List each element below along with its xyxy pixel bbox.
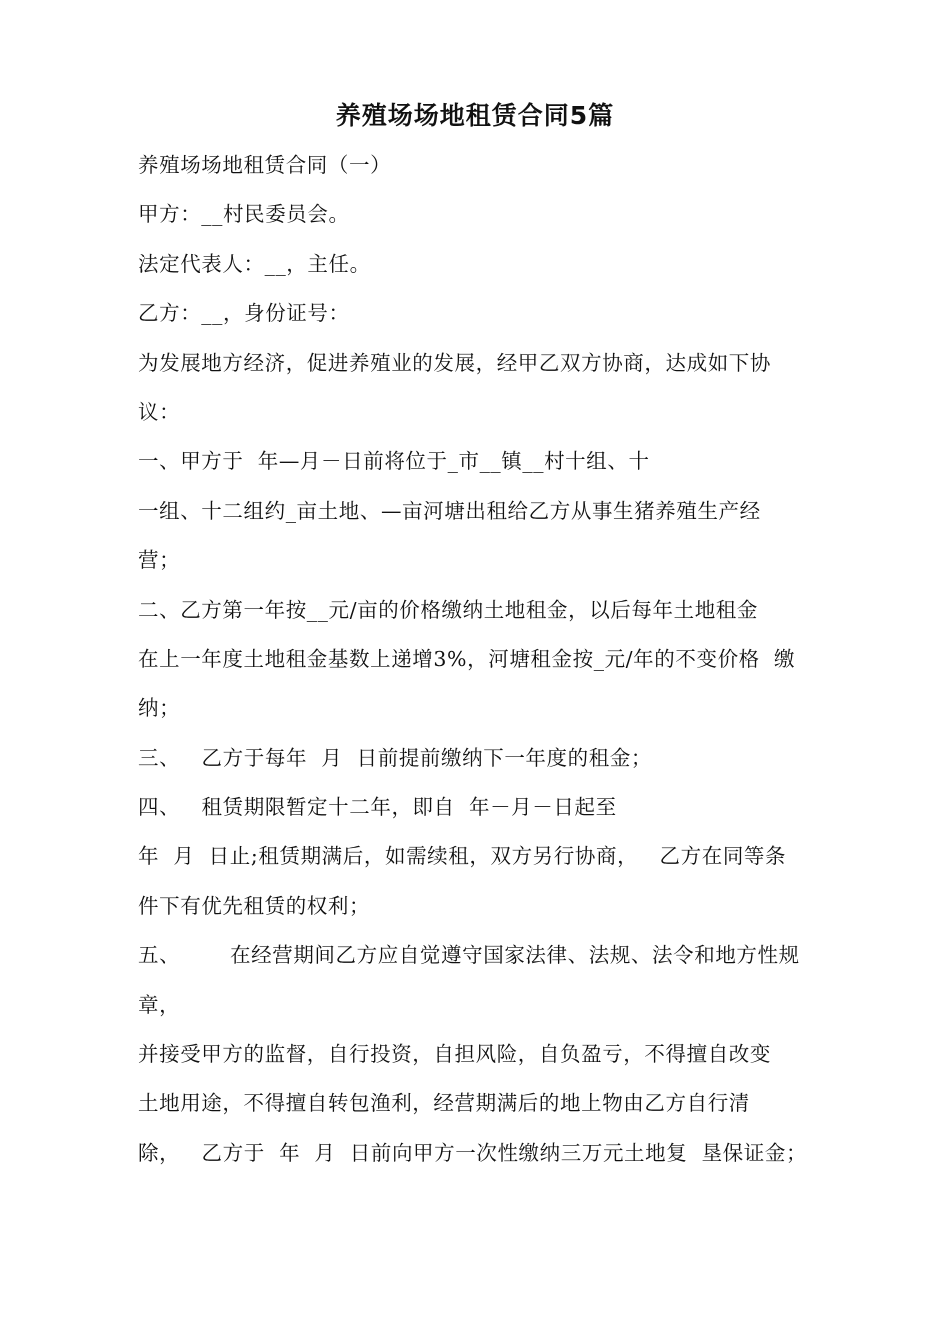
paragraph-line: 年 月 日止;租赁期满后，如需续租，双方另行协商， 乙方在同等条 bbox=[138, 844, 787, 869]
paragraph-line: 为发展地方经济，促进养殖业的发展，经甲乙双方协商，达成如下协 bbox=[138, 350, 771, 375]
paragraph-line: 甲方：__村民委员会。 bbox=[138, 202, 350, 227]
paragraph-line: 乙方：__，身份证号： bbox=[138, 301, 350, 326]
paragraph-line: 纳； bbox=[138, 696, 181, 721]
paragraph-line: 土地用途，不得擅自转包渔利，经营期满后的地上物由乙方自行清 bbox=[138, 1091, 750, 1116]
paragraph-line: 件下有优先租赁的权利； bbox=[138, 893, 371, 918]
document-title: 养殖场场地租赁合同5篇 bbox=[335, 101, 615, 130]
document-body bbox=[138, 141, 838, 1178]
paragraph-line: 三、 乙方于每年 月 日前提前缴纳下一年度的租金； bbox=[138, 745, 653, 770]
paragraph-line: 除， 乙方于 年 月 日前向甲方一次性缴纳三万元土地复 垦保证金； bbox=[138, 1140, 808, 1165]
paragraph-line: 一组、十二组约_亩土地、—亩河塘出租给乙方从事生猪养殖生产经 bbox=[138, 498, 761, 523]
paragraph-line: 在上一年度土地租金基数上递增3%，河塘租金按_元/年的不变价格 缴 bbox=[138, 646, 796, 671]
paragraph-line: 营； bbox=[138, 548, 181, 573]
paragraph-line: 二、乙方第一年按__元/亩的价格缴纳土地租金，以后每年土地租金 bbox=[138, 597, 759, 622]
paragraph-line: 四、 租赁期限暂定十二年，即自 年－月－日起至 bbox=[138, 795, 617, 820]
paragraph-line: 一、甲方于 年—月－日前将位于_市__镇__村十组、十 bbox=[138, 449, 650, 474]
paragraph-line: 并接受甲方的监督，自行投资，自担风险，自负盈亏，不得擅自改变 bbox=[138, 1042, 771, 1067]
paragraph-line: 五、 在经营期间乙方应自觉遵守国家法律、法规、法令和地方性规 bbox=[138, 943, 800, 968]
paragraph-line: 章， bbox=[138, 992, 181, 1017]
paragraph-line: 法定代表人：__，主任。 bbox=[138, 251, 371, 276]
paragraph-line: 养殖场场地租赁合同（一） bbox=[138, 153, 392, 177]
paragraph-line: 议： bbox=[138, 399, 181, 424]
